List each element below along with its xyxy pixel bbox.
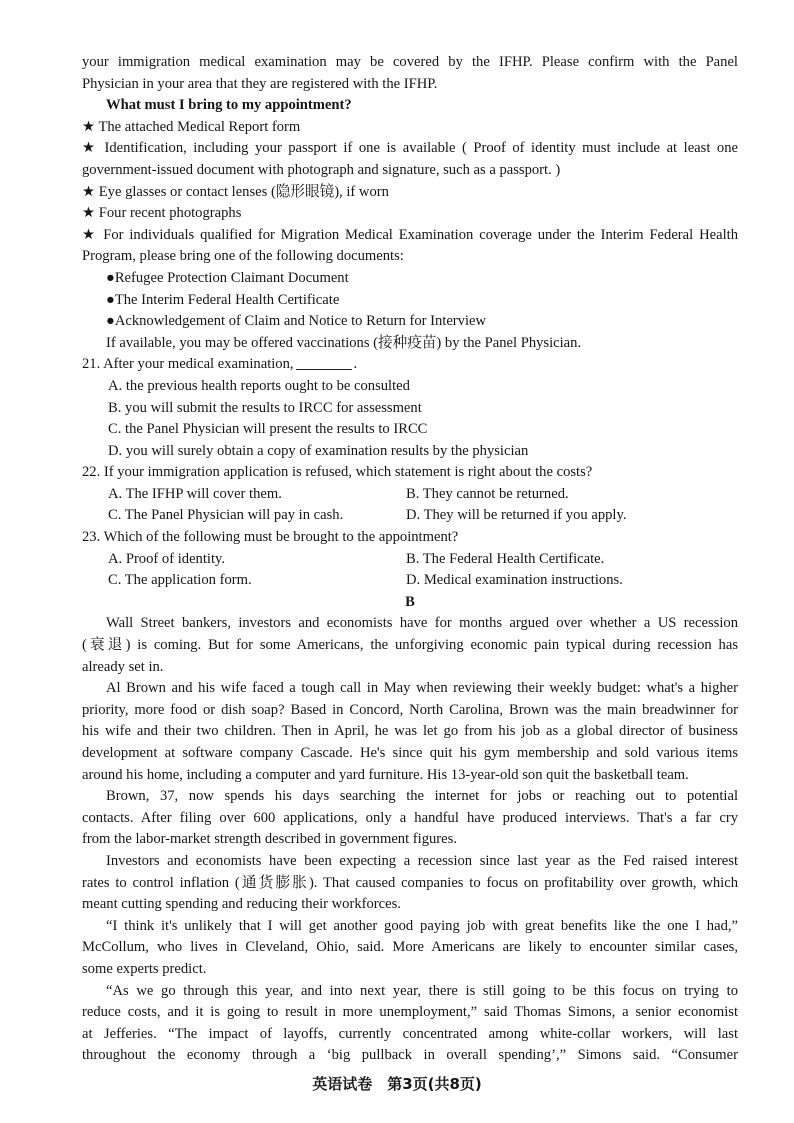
page-content: [82, 52, 738, 1067]
option-c: C. the Panel Physician will present the results to IRCC: [108, 421, 428, 438]
option-b: B. The Federal Health Certificate.: [406, 550, 605, 567]
paragraph-line: Brown, 37, now spends his days searching the internet for jobs or reaching out to potential: [106, 788, 738, 805]
answer-blank: [296, 355, 352, 370]
paragraph-line: at Jefferies. “The impact of layoffs, currently concentrated among white-collar workers, will last: [82, 1025, 738, 1042]
option-c: C. The Panel Physician will pay in cash.: [108, 507, 344, 524]
list-item: ★ The attached Medical Report form: [82, 118, 301, 135]
option-b: B. you will submit the results to IRCC for assessment: [108, 399, 422, 416]
text-line: If available, you may be offered vaccinations (接种疫苗) by the Panel Physician.: [106, 334, 582, 351]
question-stem: 21. After your medical examination,: [82, 356, 294, 373]
page-footer: 英语试卷 第3页(共8页): [312, 1075, 482, 1093]
paragraph-line: “I think it's unlikely that I will get another good paying job with great benefits like the one I had,”: [106, 917, 738, 934]
paragraph-line: his wife and their two children. Then in April, he was let go from his job as a global director of business: [82, 723, 738, 740]
paragraph-line: from the labor-market strength described in government figures.: [82, 831, 457, 848]
section-heading: What must I bring to my appointment?: [106, 97, 352, 114]
option-row: [82, 570, 738, 592]
paragraph-line: Investors and economists have been expecting a recession since last year as the Fed raised interest: [106, 852, 738, 869]
section-b-heading: B: [405, 593, 415, 610]
paragraph-line: already set in.: [82, 658, 164, 675]
option-a: A. The IFHP will cover them.: [108, 485, 282, 502]
question-22: 22. If your immigration application is refused, which statement is right about the costs?: [82, 464, 593, 481]
text-line: your immigration medical examination may be covered by the IFHP. Please confirm with the Panel: [82, 54, 738, 70]
option-d: D. Medical examination instructions.: [406, 572, 623, 589]
paragraph-line: around his home, including a computer and yard furniture. His 13-year-old son quit the basketball team.: [82, 766, 689, 783]
paragraph-line: Al Brown and his wife faced a tough call in May when reviewing their weekly budget: what's a higher: [106, 680, 738, 697]
question-23: 23. Which of the following must be brought to the appointment?: [82, 529, 459, 546]
option-d: D. They will be returned if you apply.: [406, 507, 627, 524]
question-21: 21. After your medical examination, .: [82, 356, 358, 373]
paragraph-line: “As we go through this year, and into next year, there is still going to be this focus on trying to: [106, 982, 738, 999]
paragraph-line: meant cutting spending and reducing their workforces.: [82, 896, 401, 913]
list-item: ★ Eye glasses or contact lenses (隐形眼镜), if worn: [82, 183, 389, 200]
paragraph-line: reduce costs, and it is going to result in more unemployment,” said Thomas Simons, a senior economist: [82, 1004, 738, 1021]
bullet-item: ●Refugee Protection Claimant Document: [106, 269, 349, 286]
option-d: D. you will surely obtain a copy of examination results by the physician: [108, 442, 529, 459]
list-item: ★ Four recent photographs: [82, 205, 242, 222]
option-row: [82, 484, 738, 506]
option-row: [82, 505, 738, 527]
paragraph-line: McCollum, who lives in Cleveland, Ohio, said. More Americans are likely to encounter similar cases,: [82, 939, 738, 956]
list-item: ★ For individuals qualified for Migration Medical Examination coverage under the Interim Federal Health: [82, 226, 738, 243]
paragraph-line: some experts predict.: [82, 960, 207, 977]
text-line: Program, please bring one of the following documents:: [82, 248, 404, 265]
option-c: C. The application form.: [108, 572, 252, 589]
option-b: B. They cannot be returned.: [406, 485, 569, 502]
text-line: government-issued document with photograph and signature, such as a passport. ): [82, 161, 561, 178]
bullet-item: ●The Interim Federal Health Certificate: [106, 291, 340, 308]
paragraph-line: throughout the economy through a ‘big pullback in overall spending’,” Simons said. “Consumer: [82, 1047, 738, 1064]
paragraph-line: contacts. After filing over 600 applications, only a handful have produced interviews. That's a far cry: [82, 809, 738, 826]
option-row: [82, 549, 738, 571]
bullet-item: ●Acknowledgement of Claim and Notice to Return for Interview: [106, 313, 487, 330]
paragraph-line: rates to control inflation (通货膨胀). That caused companies to focus on profitability over growth, which: [82, 874, 738, 891]
paragraph-line: priority, more food or dish soap? Based in Concord, North Carolina, Brown was the main breadwinner for: [82, 701, 738, 718]
list-item: ★ Identification, including your passport if one is available ( Proof of identity must include at least one: [82, 140, 738, 157]
text-line: Physician in your area that they are registered with the IFHP.: [82, 75, 438, 92]
paragraph-line: development at software company Cascade. He's since quit his gym membership and sold various items: [82, 745, 738, 761]
option-a: A. the previous health reports ought to be consulted: [108, 377, 410, 394]
paragraph-line: Wall Street bankers, investors and economists have for months argued over whether a US recession: [106, 615, 738, 632]
paragraph-line: (衰退) is coming. But for some Americans, the unforgiving economic pain typical during recession has: [82, 637, 738, 654]
option-a: A. Proof of identity.: [108, 550, 226, 567]
